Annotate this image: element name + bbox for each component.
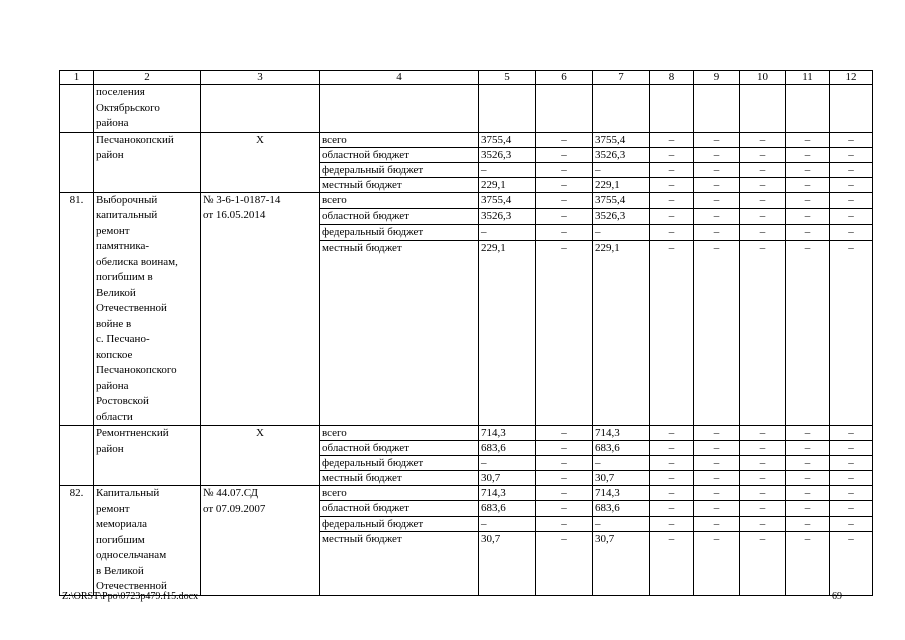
value-dash: – (740, 224, 786, 240)
value-dash: – (830, 147, 873, 162)
value-col7: – (593, 456, 650, 471)
table-row (60, 85, 873, 133)
object-name (94, 85, 201, 133)
budget-type: всего (320, 132, 479, 147)
cell-line: Отечественной (96, 580, 167, 592)
value-col7: 714,3 (593, 486, 650, 501)
budget-type: местный бюджет (320, 240, 479, 425)
header-row (60, 71, 873, 85)
value-dash: – (786, 224, 830, 240)
value-col5: – (479, 456, 536, 471)
cell-line: Великой (96, 286, 136, 299)
value-dash: – (830, 456, 873, 471)
budget-type: областной бюджет (320, 147, 479, 162)
value-col6: – (536, 501, 593, 516)
budget-type: федеральный бюджет (320, 516, 479, 531)
cell-line: с. Песчано- (96, 333, 150, 345)
value-col7: 3526,3 (593, 208, 650, 224)
value-col7: 229,1 (593, 240, 650, 425)
value-dash: – (650, 532, 694, 595)
cell-line: района (96, 117, 129, 129)
cell-line: района (96, 379, 129, 392)
value-dash: – (786, 516, 830, 531)
value-dash: – (694, 516, 740, 531)
value-dash: – (740, 516, 786, 531)
object-name (94, 192, 201, 426)
value-dash: – (830, 240, 873, 425)
value-dash: – (830, 224, 873, 240)
value-col6: – (536, 147, 593, 162)
budget-type: всего (320, 192, 479, 208)
row-number (60, 426, 94, 486)
value-col7: 3526,3 (593, 147, 650, 162)
cell-line: № 44.07.СД (203, 487, 259, 499)
value-dash: – (694, 471, 740, 486)
value-col6: – (536, 162, 593, 177)
budget-type: федеральный бюджет (320, 456, 479, 471)
table-row (60, 426, 873, 441)
value-col5: 3526,3 (479, 147, 536, 162)
table-cell (593, 85, 650, 133)
value-dash: – (740, 162, 786, 177)
value-dash: – (830, 177, 873, 192)
budget-type: областной бюджет (320, 441, 479, 456)
value-col7: 3755,4 (593, 192, 650, 208)
value-dash: – (786, 132, 830, 147)
cell-line: копское (96, 348, 133, 361)
budget-type: местный бюджет (320, 532, 479, 595)
value-dash: – (650, 162, 694, 177)
table-cell (694, 85, 740, 133)
budget-type: всего (320, 426, 479, 441)
value-col6: – (536, 192, 593, 208)
value-dash: – (694, 177, 740, 192)
value-dash: – (786, 208, 830, 224)
value-dash: – (830, 426, 873, 441)
object-name (94, 486, 201, 596)
document-number: Х (201, 132, 320, 192)
budget-type: федеральный бюджет (320, 162, 479, 177)
value-col5: 30,7 (479, 532, 536, 595)
value-dash: – (786, 471, 830, 486)
page-number: 69 (832, 591, 842, 602)
value-dash: – (694, 147, 740, 162)
table-cell (830, 85, 873, 133)
budget-type: всего (320, 486, 479, 501)
value-dash: – (650, 192, 694, 208)
value-dash: – (830, 192, 873, 208)
value-dash: – (650, 147, 694, 162)
value-dash: – (740, 441, 786, 456)
value-dash: – (740, 532, 786, 595)
table-row (60, 132, 873, 147)
table-cell (479, 85, 536, 133)
column-header: 4 (320, 71, 479, 85)
value-col7: 3755,4 (593, 132, 650, 147)
table-cell (740, 85, 786, 133)
value-dash: – (694, 532, 740, 595)
budget-type: местный бюджет (320, 177, 479, 192)
value-dash: – (830, 132, 873, 147)
value-dash: – (740, 486, 786, 501)
value-dash: – (786, 501, 830, 516)
row-number (60, 132, 94, 192)
value-dash: – (694, 192, 740, 208)
value-dash: – (740, 192, 786, 208)
value-dash: – (650, 224, 694, 240)
value-dash: – (830, 532, 873, 595)
cell-line: мемориала (96, 518, 148, 530)
value-dash: – (694, 162, 740, 177)
value-col7: – (593, 516, 650, 531)
value-dash: – (650, 177, 694, 192)
value-col5: 3755,4 (479, 192, 536, 208)
cell-line: ремонт (96, 502, 130, 515)
value-dash: – (786, 532, 830, 595)
table-cell (320, 85, 479, 133)
value-dash: – (786, 486, 830, 501)
document-number (201, 486, 320, 596)
value-dash: – (650, 208, 694, 224)
value-dash: – (740, 132, 786, 147)
cell-line: от 16.05.2014 (203, 209, 266, 221)
value-dash: – (650, 456, 694, 471)
value-dash: – (650, 516, 694, 531)
value-dash: – (694, 486, 740, 501)
budget-type: областной бюджет (320, 208, 479, 224)
cell-line: Ростовской (96, 395, 149, 407)
column-header: 7 (593, 71, 650, 85)
budget-type: федеральный бюджет (320, 224, 479, 240)
value-dash: – (694, 501, 740, 516)
value-col7: 229,1 (593, 177, 650, 192)
table-cell (536, 85, 593, 133)
value-col6: – (536, 456, 593, 471)
column-header: 12 (830, 71, 873, 85)
table-cell (201, 85, 320, 133)
table-row (60, 486, 873, 501)
budget-table (59, 70, 873, 596)
cell-line: район (96, 149, 124, 161)
value-dash: – (740, 456, 786, 471)
value-dash: – (740, 426, 786, 441)
value-col6: – (536, 441, 593, 456)
object-name (94, 132, 201, 192)
row-number: 81. (60, 192, 94, 426)
value-dash: – (694, 208, 740, 224)
value-dash: – (650, 132, 694, 147)
value-dash: – (786, 162, 830, 177)
value-col5: – (479, 224, 536, 240)
value-col6: – (536, 532, 593, 595)
value-dash: – (786, 177, 830, 192)
row-number: 82. (60, 486, 94, 596)
cell-line: войне в (96, 317, 132, 330)
file-path: Z:\ORST\Ppo\0723p479.f15.docx (62, 591, 199, 602)
value-dash: – (786, 441, 830, 456)
column-header: 3 (201, 71, 320, 85)
value-col7: 30,7 (593, 471, 650, 486)
value-col5: 683,6 (479, 441, 536, 456)
value-col6: – (536, 224, 593, 240)
cell-line: Ремонтненский (96, 427, 169, 439)
value-dash: – (694, 441, 740, 456)
value-col6: – (536, 240, 593, 425)
cell-line: в Великой (96, 564, 144, 577)
document-number: Х (201, 426, 320, 486)
budget-type: местный бюджет (320, 471, 479, 486)
value-dash: – (740, 147, 786, 162)
cell-line: обелиска воинам, (96, 255, 178, 268)
value-dash: – (786, 192, 830, 208)
value-col6: – (536, 426, 593, 441)
value-dash: – (786, 147, 830, 162)
value-col5: 683,6 (479, 501, 536, 516)
column-header: 1 (60, 71, 94, 85)
value-dash: – (694, 132, 740, 147)
value-col6: – (536, 471, 593, 486)
value-col5: 3526,3 (479, 208, 536, 224)
value-dash: – (650, 486, 694, 501)
value-col5: 3755,4 (479, 132, 536, 147)
value-dash: – (830, 471, 873, 486)
column-header: 11 (786, 71, 830, 85)
cell-line: Выборочный (96, 193, 158, 206)
cell-line: капитальный (96, 209, 158, 221)
table-cell (60, 85, 94, 133)
cell-line: погибшим (96, 533, 145, 546)
cell-line: памятника- (96, 240, 150, 252)
value-dash: – (830, 516, 873, 531)
value-dash: – (830, 501, 873, 516)
value-col5: 714,3 (479, 426, 536, 441)
value-col6: – (536, 177, 593, 192)
value-dash: – (740, 208, 786, 224)
value-dash: – (650, 441, 694, 456)
table-cell (786, 85, 830, 133)
value-dash: – (694, 456, 740, 471)
value-col6: – (536, 516, 593, 531)
value-dash: – (740, 240, 786, 425)
column-header: 2 (94, 71, 201, 85)
cell-line: район (96, 442, 124, 455)
value-dash: – (740, 501, 786, 516)
budget-type: областной бюджет (320, 501, 479, 516)
cell-line: Песчанокопского (96, 364, 177, 376)
cell-line: погибшим в (96, 271, 153, 283)
cell-line: области (96, 410, 133, 423)
value-dash: – (740, 177, 786, 192)
value-col5: – (479, 162, 536, 177)
cell-line: Песчанокопский (96, 133, 174, 146)
column-header: 5 (479, 71, 536, 85)
value-dash: – (650, 240, 694, 425)
value-col5: 714,3 (479, 486, 536, 501)
value-col6: – (536, 132, 593, 147)
value-dash: – (830, 441, 873, 456)
cell-line: ремонт (96, 224, 130, 237)
value-col7: 683,6 (593, 501, 650, 516)
value-dash: – (830, 486, 873, 501)
value-dash: – (830, 208, 873, 224)
value-dash: – (650, 426, 694, 441)
value-dash: – (694, 224, 740, 240)
value-dash: – (650, 471, 694, 486)
value-col6: – (536, 208, 593, 224)
value-dash: – (786, 426, 830, 441)
cell-line: Отечественной (96, 302, 167, 314)
value-dash: – (740, 471, 786, 486)
value-col5: 229,1 (479, 177, 536, 192)
value-col7: – (593, 162, 650, 177)
column-header: 10 (740, 71, 786, 85)
cell-line: односельчанам (96, 549, 167, 561)
value-col5: 229,1 (479, 240, 536, 425)
cell-line: Октябрьского (96, 101, 160, 114)
value-dash: – (786, 456, 830, 471)
value-dash: – (694, 426, 740, 441)
object-name (94, 426, 201, 486)
value-col5: 30,7 (479, 471, 536, 486)
value-dash: – (830, 162, 873, 177)
cell-line: от 07.09.2007 (203, 502, 266, 515)
table-cell (650, 85, 694, 133)
column-header: 8 (650, 71, 694, 85)
value-dash: – (694, 240, 740, 425)
value-col5: – (479, 516, 536, 531)
value-dash: – (650, 501, 694, 516)
document-number (201, 192, 320, 426)
table-row (60, 192, 873, 208)
value-col7: – (593, 224, 650, 240)
cell-line: поселения (96, 86, 145, 98)
value-dash: – (786, 240, 830, 425)
column-header: 6 (536, 71, 593, 85)
column-header: 9 (694, 71, 740, 85)
cell-line: Капитальный (96, 487, 160, 499)
value-col7: 683,6 (593, 441, 650, 456)
value-col6: – (536, 486, 593, 501)
value-col7: 714,3 (593, 426, 650, 441)
value-col7: 30,7 (593, 532, 650, 595)
cell-line: № 3-6-1-0187-14 (203, 193, 281, 206)
